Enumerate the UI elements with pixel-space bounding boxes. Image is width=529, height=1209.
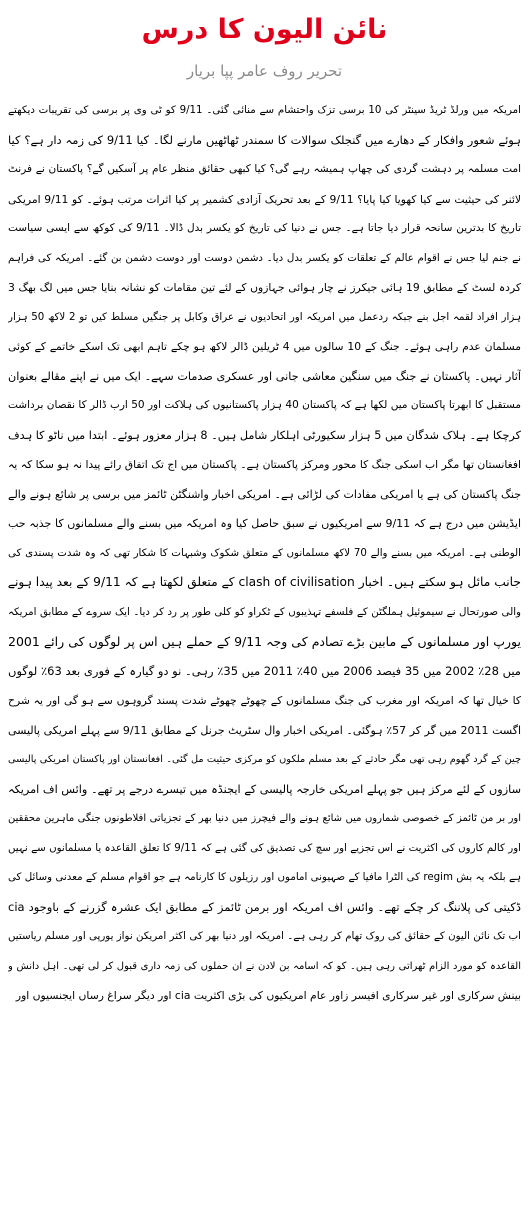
article-body [8, 96, 521, 1011]
article-line: افغانستان تھا مگر اب اسکی جنگ کا محور ومرکز پاکستان ہے۔ پاکستان میں اج تک اتفاق رائے پیدا نہ ہو سکا کہ یہ [8, 458, 521, 471]
article-line: ہزار افراد لقمہ اجل بنے جبکہ ردعمل میں امریکہ اور اتحادیوں نے عراق وکابل پر جنگیں مسلط کیں تو 2 لاکھ 50 ہزار [8, 310, 521, 323]
article-line: میں 28٪ 2002 میں 35 فیصد 2006 میں 40٪ 2011 میں 35٪ رہی۔ نو دو گیارہ کے فوری بعد 63٪ لوگوں [8, 663, 521, 678]
article-line: کرچکا ہے۔ ہلاک شدگان میں 5 ہزار سکیورٹی اہلکار شامل ہیں۔ 8 ہزار معزور ہوئے۔ ابتدا میں ناٹو کا ہدف [8, 428, 521, 442]
article-line: ڈکیتی کی پلاننگ کر چکے تھے۔ وائس اف امریکہ اور برمن ٹائمز کے مطابق ایک عشرہ گزرنے کے باوجود cia [8, 899, 521, 914]
article-line: آثار نہیں۔ پاکستان نے جنگ میں سنگین معاشی جانی اور عسکری صدمات سہے۔ ایک میں نے اپنے مقالے بعنوان [8, 369, 521, 383]
article-line: کا خیال تھا کہ امریکہ اور مغرب کی جنگ مسلمانوں کے چھوٹے چھوٹے شدت پسند گروہوں سے ہو گی اور یہ شرح [8, 694, 521, 707]
article-line: مستقبل کا ابھرتا پاکستان میں لکھا ہے کہ پاکستان 40 ہزار پاکستانیوں کی ہلاکت اور 50 ارب ڈالر کا نقصان برداشت [8, 399, 521, 411]
article-line: کردہ لسٹ کے مطابق 19 ہائی جیکرز نے چار ہوائی جہازوں کے لئے تین مقامات کو نشانہ بنایا جس میں لگ بھگ 3 [8, 281, 521, 294]
article-line: ہے بلکہ یہ بش regim کی الٹرا مافیا کے صہیونی اماموں اور رزیلوں کا کارنامہ ہے جو اقوام مسلم کے معدنی وسائل کی [8, 871, 521, 883]
article-line: بینش سرکاری اور غیر سرکاری افیسر زاور عام امریکیوں کی بڑی اکثریت cia اور دیگر سراغ رساں ایجنسیوں اور [15, 989, 521, 1002]
article-line: لائنر کی حیثیت سے کیا کھویا کیا پایا؟ 9/11 کے بعد تحریک آزادی کشمیر پر کیا اثرات مرتب ہوئے۔ کو 9/11 امریکی [8, 192, 521, 206]
article-line: ایڈیشن میں درج ہے کہ 9/11 سے امریکیوں نے سبق حاصل کیا وہ امریکہ میں بسنے والے مسلمانوں کا جذبہ حب [8, 517, 521, 530]
article-line: ہوئے شعور وافکار کے دھارے میں گنجلک سوالات کا سمندر ٹھاٹھیں مارنے لگا۔ کیا 9/11 کی زمہ دار ہے؟ کیا [8, 132, 521, 147]
article-byline: تحریر روف عامر پپا بریار [186, 62, 343, 80]
article-line: جنگ پاکستان کی ہے یا امریکی مفادات کی لڑائی ہے۔ امریکی اخبار واشنگٹن ٹائمز میں برسی پر شائع ہونے والے [8, 487, 521, 501]
article-line: تاریخ کا بدترین سانحہ قرار دیا جاتا ہے۔ جس نے دنیا کی تاریخ کو یکسر بدل ڈالا۔ 9/11 کی کوکھ سے ایسی سیاست [8, 222, 521, 234]
article-line: چین کے گرد گھوم رہی تھی مگر حادثے کے بعد مسلم ملکوں کو مرکزی حیثیت مل گئی۔ افغانستان اور پاکستان امریکی پالیسی [8, 754, 521, 765]
article-line: سازوں کے لئے مرکز ہیں جو پہلے امریکی خارجہ پالیسی کے ایجنڈہ میں تیسرے درجے پر تھے۔ وائس اف امریکہ [8, 782, 521, 796]
article-line: نے جنم لیا جس نے اقوام عالم کے تعلقات کو یکسر بدل دیا۔ دشمن دوست اور دوست دشمن بن گئے۔ امریکہ کی فراہم [8, 251, 521, 264]
article-line: مسلمان عدم راہی ہوئے۔ جنگ کے 10 سالوں میں 4 ٹریلین ڈالر لاکھ ہو چکے تاہم ابھی تک اسکے خاتمے کے کوئی [8, 340, 521, 353]
article-line: والی صورتحال نے سیموئیل ہملگٹن کے فلسفے تہذیبوں کے ٹکراو کو کلی طور پر رد کر دیا۔ ایک سروے کے مطابق امریکہ [8, 605, 521, 618]
article-line: اگست 2011 میں گر کر 57٪ ہوگئی۔ امریکی اخبار وال سٹریٹ جرنل کے مطابق 9/11 سے پہلے امریکی پالیسی [8, 723, 521, 737]
article-line: الوطنی ہے۔ امریکہ میں بسنے والے 70 لاکھ مسلمانوں کے متعلق شکوک وشبہات کا شکار تھی کہ وہ شدت پسندی کی [8, 546, 521, 559]
article-line: القاعدہ کو مورد الزام ٹھراتی رہی ہیں۔ کو کہ اسامہ بن لادن نے ان حملوں کی زمہ داری قبول کر لی تھی۔ اہل دانش و [8, 960, 521, 972]
article-line: جانب مائل ہو سکتے ہیں۔ اخبار clash of civilisation کے متعلق لکھتا ہے کہ 9/11 کے بعد پیدا ہونے [8, 575, 521, 589]
article-line: اور کالم کاروں کی اکثریت نے اس تجزیے اور سچ کی تصدیق کی گئی ہے کہ 9/11 کا تعلق القاعدہ یا مسلمانوں سے نہیں [8, 841, 521, 854]
article-title: نائن الیون کا درس [141, 14, 388, 45]
article-line: اب تک نائن الیون کے حقائق کی روک تھام کر رہی ہے۔ امریکہ اور دنیا بھر کی اکثر امریکن نواز یورپی اور مسلم ریاستیں [8, 930, 521, 942]
article-line: یورپ اور مسلمانوں کے مابین بڑے تصادم کی وجہ 9/11 کے حملے ہیں اس پر لوگوں کی رائے 2001 [8, 634, 521, 649]
article-line: اور بر من ٹائمز کے خصوصی شماروں میں شائع ہونے والے فیچرز میں دنیا بھر کے تجزیاتی افلاطونوں جنگی ماہرین محققین [8, 813, 521, 824]
article-line: امت مسلمہ پر دہشت گردی کی چھاپ ہمیشہ رہے گی؟ کیا کبھی حقائق منظر عام پر آسکیں گے؟ پاکستان نے فرنٹ [8, 163, 521, 175]
article-line: امریکہ میں ورلڈ ٹریڈ سینٹر کی 10 برسی تزک واحتشام سے منائی گئی۔ 9/11 کو ٹی وی پر برسی کی تقریبات دیکھتے [8, 104, 521, 116]
